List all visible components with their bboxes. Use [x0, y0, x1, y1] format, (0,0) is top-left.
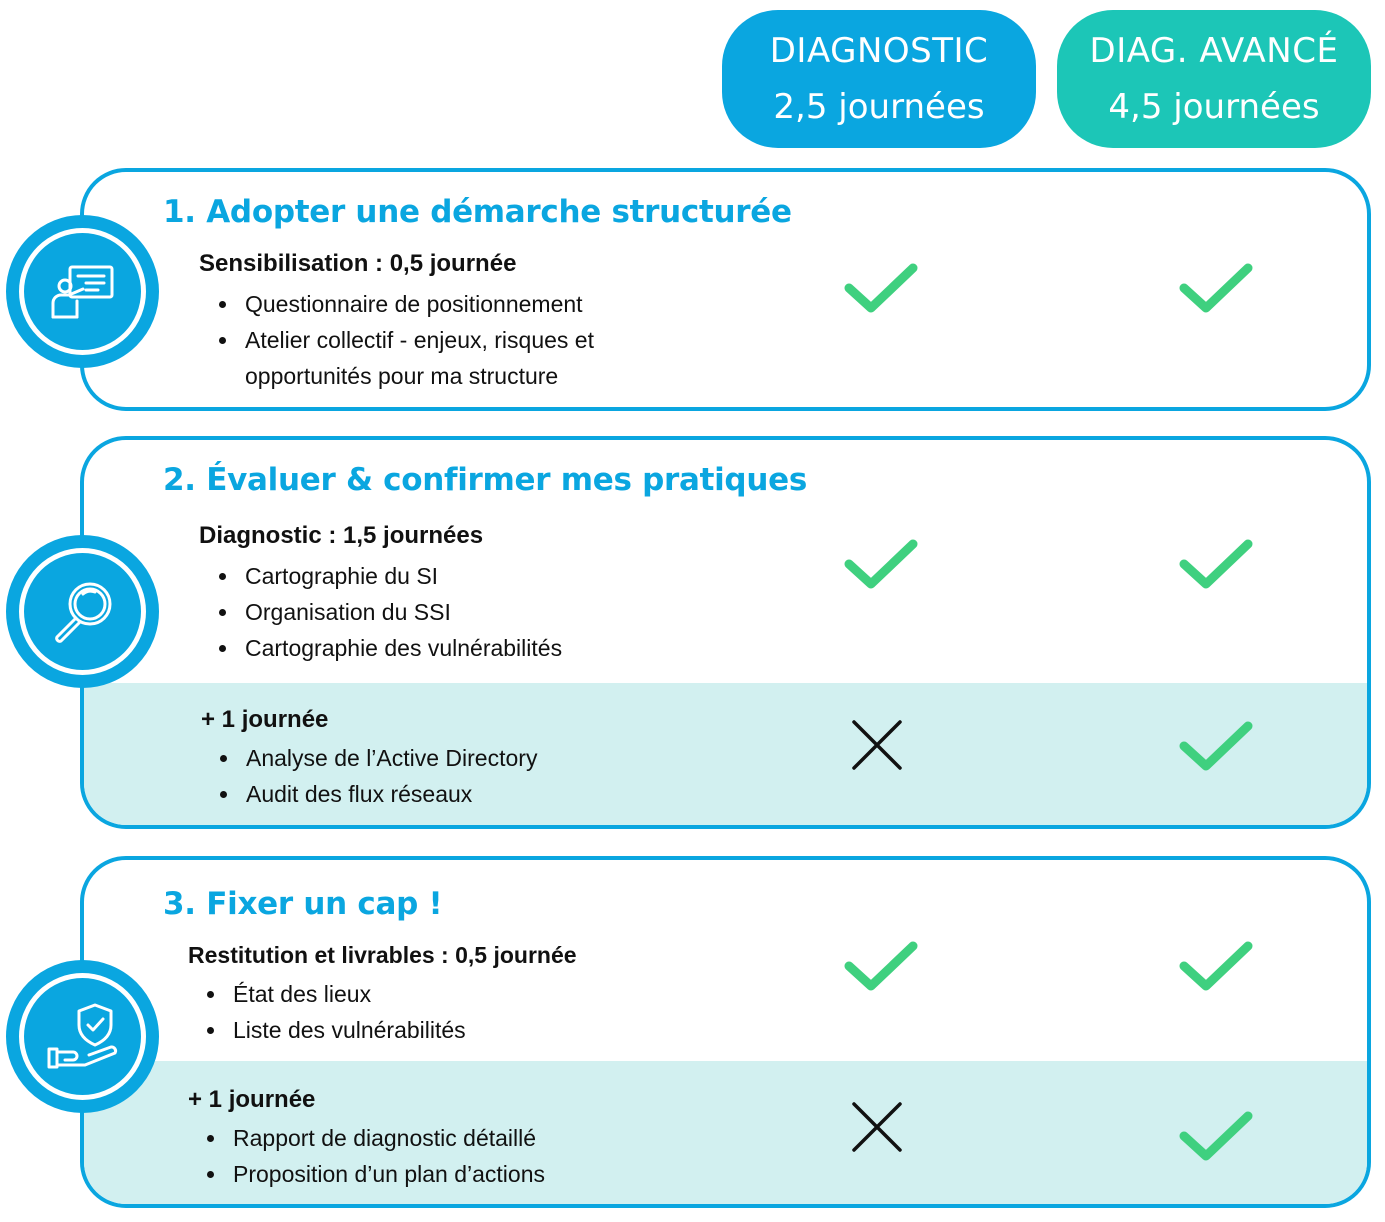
check-icon [843, 938, 919, 999]
list-item: Analyse de l’Active Directory [202, 740, 537, 776]
section-3-extra-list [189, 1120, 545, 1192]
section-2-title: 2. Évaluer & confirmer mes pratiques [163, 462, 807, 498]
section-3-title: 3. Fixer un cap ! [163, 886, 443, 922]
section-1-card [80, 168, 1371, 411]
list-item: Cartographie du SI [201, 558, 562, 594]
section-1-base-list [201, 286, 641, 394]
check-icon [843, 260, 919, 321]
list-item: Rapport de diagnostic détaillé [189, 1120, 545, 1156]
check-icon [1178, 1108, 1254, 1169]
section-2-base-label: Diagnostic : 1,5 journées [199, 522, 484, 549]
shield-hand-icon [24, 978, 141, 1095]
section-2-base-list [201, 558, 562, 666]
check-icon [1178, 260, 1254, 321]
diagnostic-header [722, 10, 1036, 148]
section-1-base-label: Sensibilisation : 0,5 journée [199, 250, 517, 277]
section-3-base-list [189, 976, 466, 1048]
check-icon [843, 536, 919, 597]
advanced-duration: 4,5 journées [1108, 87, 1320, 127]
section-1-icon-badge [6, 215, 159, 368]
section-2-icon-badge [6, 535, 159, 688]
section-3-card [80, 856, 1371, 1208]
diagnostic-name: DIAGNOSTIC [769, 31, 989, 71]
check-icon [1178, 938, 1254, 999]
list-item: Organisation du SSI [201, 594, 562, 630]
cross-icon [850, 1100, 904, 1159]
list-item: Liste des vulnérabilités [189, 1012, 466, 1048]
section-2-extra-list [202, 740, 537, 812]
cross-icon [850, 718, 904, 777]
presentation-icon [24, 233, 141, 350]
section-3-extra-label: + 1 journée [188, 1086, 316, 1113]
section-3-icon-badge [6, 960, 159, 1113]
list-item: Proposition d’un plan d’actions [189, 1156, 545, 1192]
section-2-card [80, 436, 1371, 829]
list-item: Questionnaire de positionnement [201, 286, 641, 322]
advanced-name: DIAG. AVANCÉ [1089, 31, 1339, 71]
advanced-header [1057, 10, 1371, 148]
list-item: Atelier collectif - enjeux, risques et opportunités pour ma structure [201, 322, 641, 394]
check-icon [1178, 718, 1254, 779]
diagnostic-duration: 2,5 journées [773, 87, 985, 127]
list-item: Audit des flux réseaux [202, 776, 537, 812]
check-icon [1178, 536, 1254, 597]
list-item: État des lieux [189, 976, 466, 1012]
section-1-title: 1. Adopter une démarche structurée [163, 194, 792, 230]
section-3-base-label: Restitution et livrables : 0,5 journée [188, 942, 577, 968]
list-item: Cartographie des vulnérabilités [201, 630, 562, 666]
magnifier-icon [24, 553, 141, 670]
section-2-extra-label: + 1 journée [201, 706, 329, 733]
